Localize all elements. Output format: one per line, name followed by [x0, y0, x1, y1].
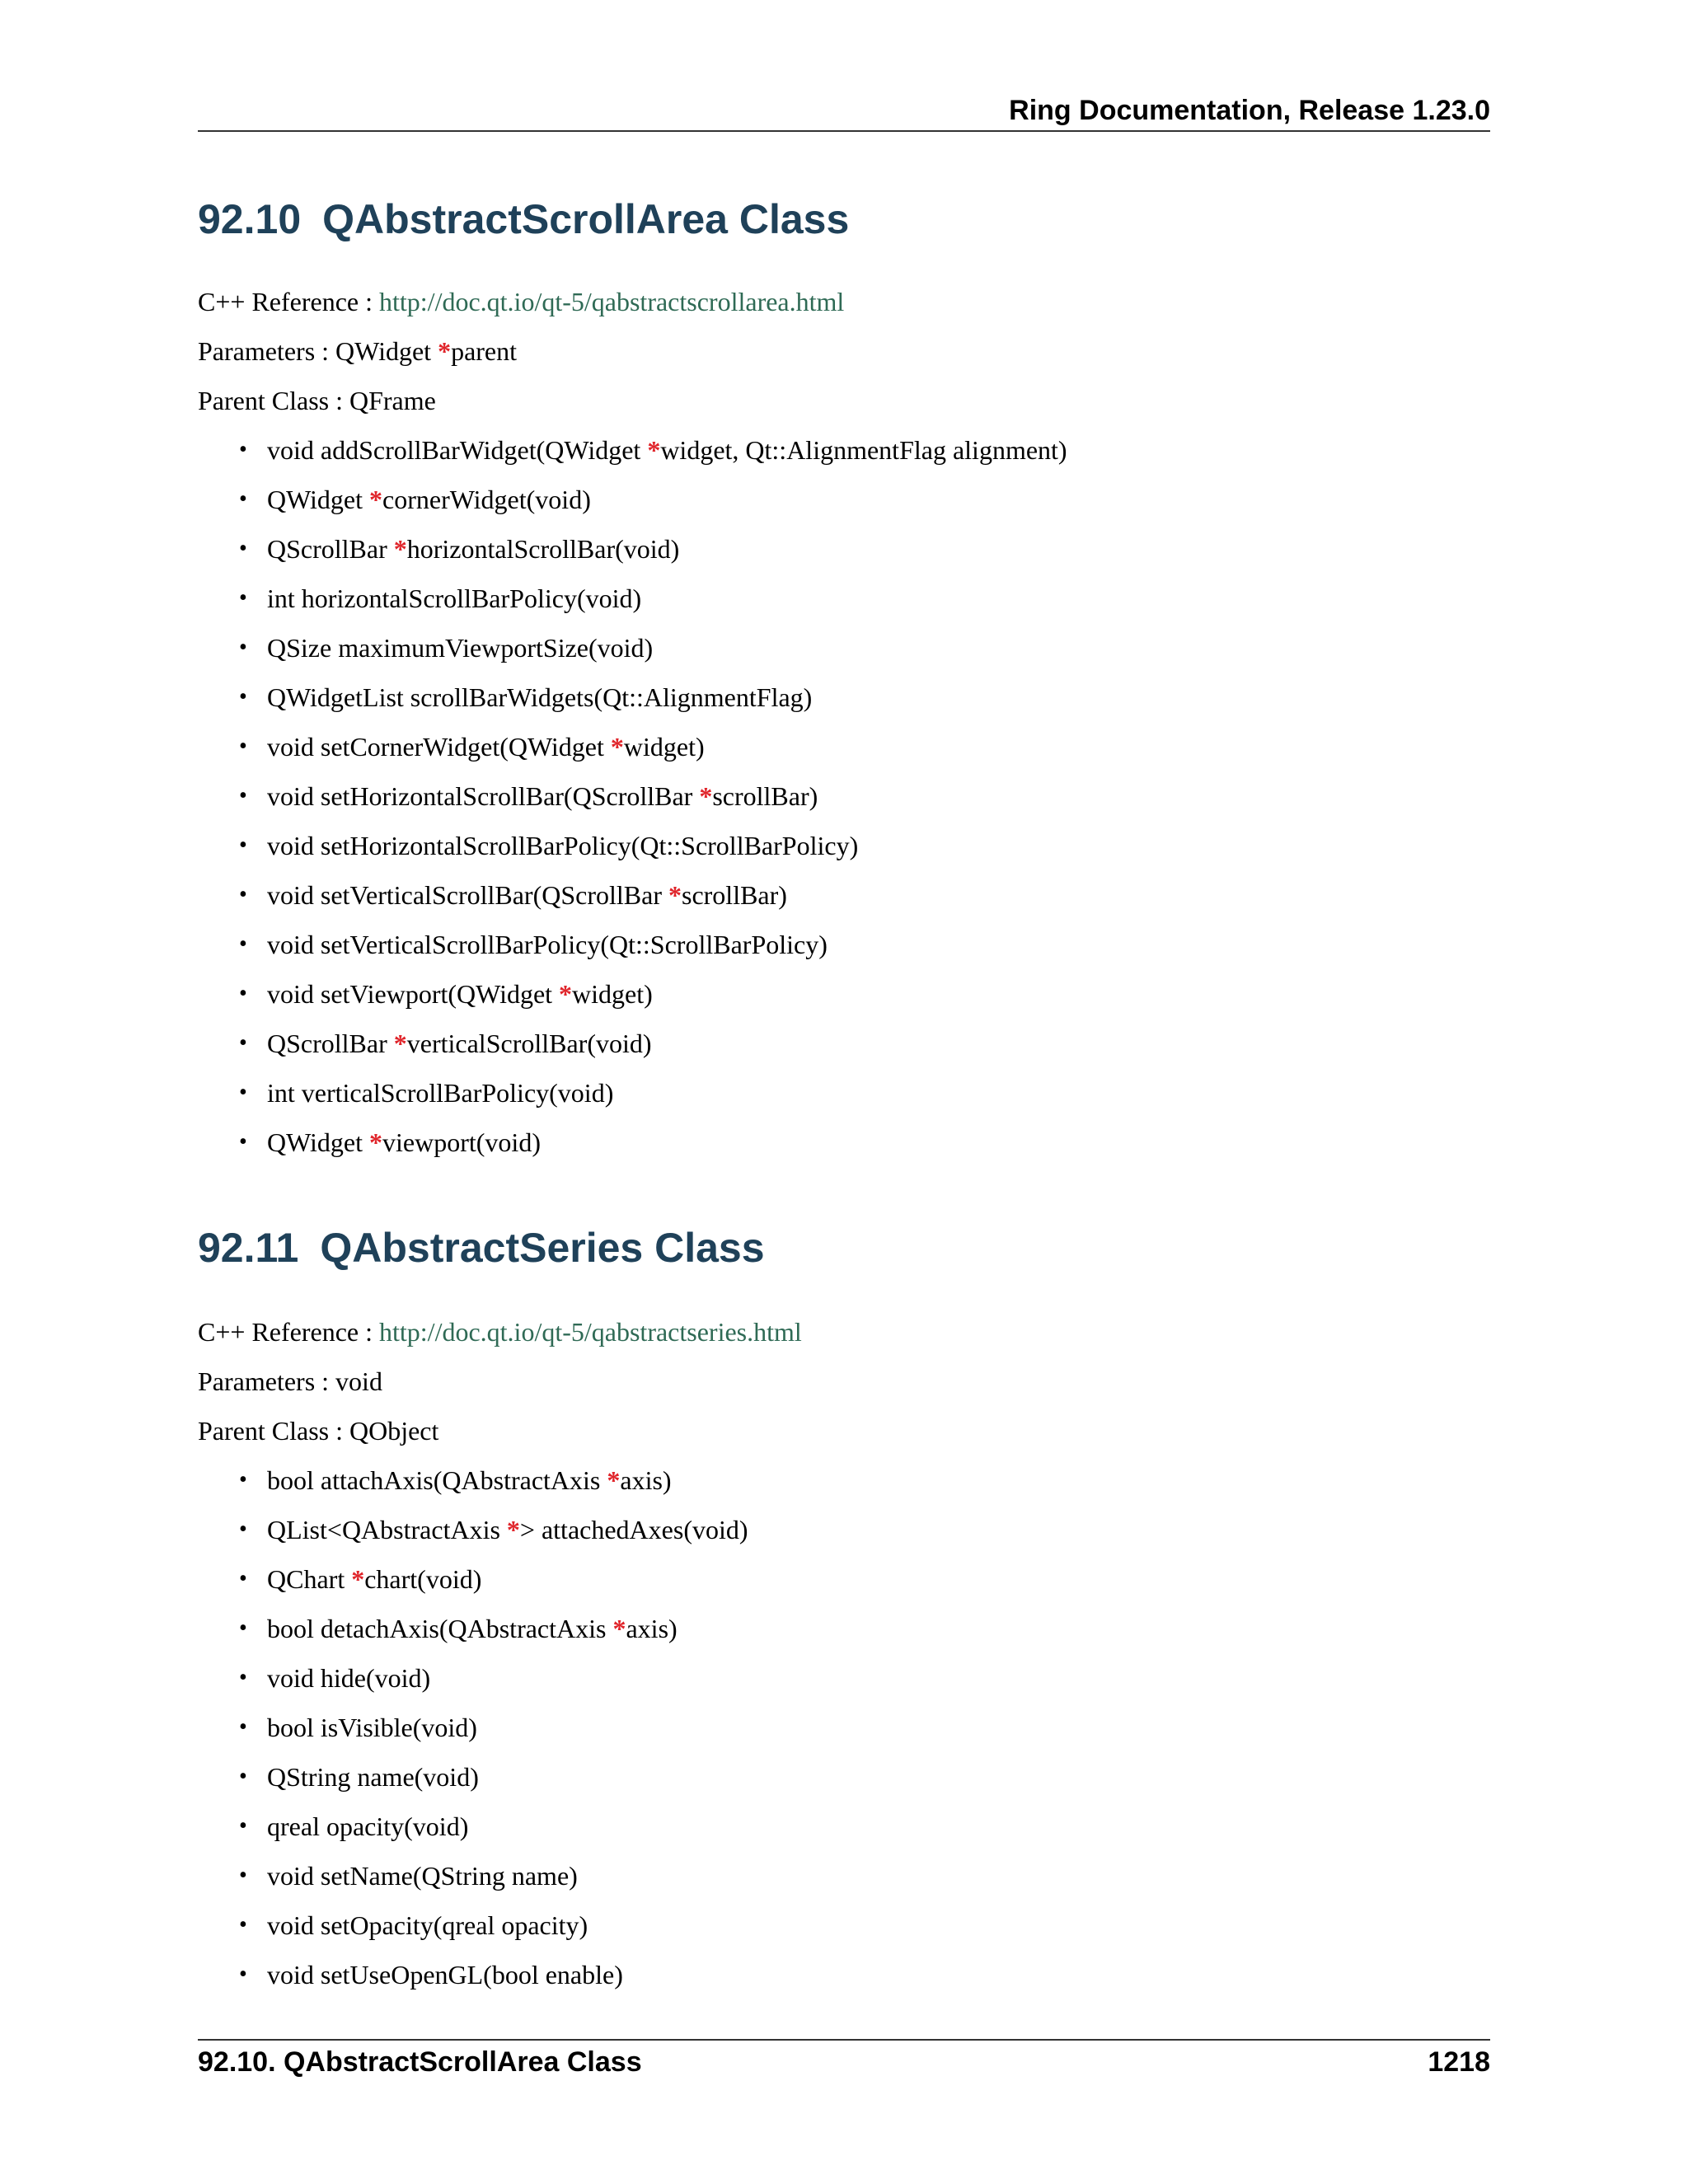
method-signature-part: void setCornerWidget(QWidget — [267, 732, 611, 762]
method-signature-part: QChart — [267, 1564, 352, 1594]
list-item — [198, 1126, 1067, 1175]
pointer-star: * — [369, 1127, 383, 1157]
document-page — [198, 0, 1490, 2184]
list-item — [198, 780, 1067, 829]
method-signature-part: horizontalScrollBar(void) — [406, 534, 680, 564]
bullet-icon: • — [239, 931, 247, 957]
section-title: QAbstractScrollArea Class — [322, 196, 850, 242]
footer-section-title: 92.10. QAbstractScrollArea Class — [198, 2046, 642, 2078]
method-signature-part: QString name(void) — [267, 1762, 479, 1792]
cpp-reference-link[interactable]: http://doc.qt.io/qt-5/qabstractscrollarea.html — [379, 287, 845, 316]
method-signature-part: void setHorizontalScrollBar(QScrollBar — [267, 781, 700, 811]
bullet-icon: • — [239, 733, 247, 759]
list-item — [198, 582, 1067, 631]
parameters-label: Parameters : — [198, 1366, 330, 1396]
bullet-icon: • — [239, 1912, 247, 1938]
list-item — [198, 681, 1067, 730]
list-item — [198, 1612, 748, 1661]
list-item — [198, 1563, 748, 1612]
section-number: 92.11 — [198, 1225, 299, 1271]
parent-class-line — [198, 384, 436, 417]
parent-class-line — [198, 1414, 438, 1447]
list-item — [198, 1027, 1067, 1076]
bullet-icon: • — [239, 536, 247, 561]
method-signature-part: widget) — [623, 732, 705, 762]
method-signature-part: scrollBar) — [681, 880, 787, 910]
parameters-value: QWidget *parent — [335, 336, 518, 366]
section-heading-qabstractscrollarea — [198, 194, 849, 244]
method-signature-part: bool detachAxis(QAbstractAxis — [267, 1614, 613, 1643]
list-item — [198, 1464, 748, 1513]
method-signature-part: QWidget — [267, 485, 370, 514]
list-item — [198, 1711, 748, 1760]
section-title: QAbstractSeries Class — [320, 1225, 765, 1271]
method-signature-part: bool isVisible(void) — [267, 1713, 477, 1742]
list-item — [198, 631, 1067, 681]
footer-divider — [198, 2039, 1490, 2041]
bullet-icon: • — [239, 1467, 247, 1493]
method-signature-part: widget) — [572, 979, 653, 1009]
list-item — [198, 1513, 748, 1563]
method-signature-part: void setViewport(QWidget — [267, 979, 560, 1009]
cpp-reference-label: C++ Reference : — [198, 1317, 373, 1347]
list-item — [198, 730, 1067, 780]
running-header: Ring Documentation, Release 1.23.0 — [1009, 95, 1490, 126]
pointer-star: * — [610, 732, 624, 762]
method-signature-part: QScrollBar — [267, 534, 394, 564]
list-item — [198, 1859, 748, 1909]
list-item — [198, 1909, 748, 1958]
method-signature-part: bool attachAxis(QAbstractAxis — [267, 1465, 607, 1495]
method-signature-part: void setHorizontalScrollBarPolicy(Qt::ScrollBarPolicy) — [267, 831, 859, 860]
section-number: 92.10 — [198, 196, 302, 242]
list-item — [198, 928, 1067, 977]
bullet-icon: • — [239, 1764, 247, 1789]
bullet-icon: • — [239, 1665, 247, 1690]
bullet-icon: • — [239, 486, 247, 512]
pointer-star: * — [393, 1029, 407, 1058]
method-signature-part: > attachedAxes(void) — [519, 1515, 748, 1544]
method-signature-part: void setVerticalScrollBarPolicy(Qt::ScrollBarPolicy) — [267, 930, 828, 959]
bullet-icon: • — [239, 585, 247, 611]
method-signature-part: cornerWidget(void) — [382, 485, 591, 514]
page-number: 1218 — [1428, 2046, 1490, 2078]
pointer-star: * — [351, 1564, 365, 1594]
list-item — [198, 532, 1067, 582]
method-list-qabstractscrollarea — [198, 434, 1067, 1175]
list-item — [198, 1076, 1067, 1126]
bullet-icon: • — [239, 1080, 247, 1105]
method-signature-part: viewport(void) — [382, 1127, 541, 1157]
bullet-icon: • — [239, 1129, 247, 1155]
pointer-star: * — [393, 534, 407, 564]
list-item — [198, 879, 1067, 928]
bullet-icon: • — [239, 1516, 247, 1542]
parameters-line — [198, 1365, 382, 1398]
bullet-icon: • — [239, 832, 247, 858]
bullet-icon: • — [239, 635, 247, 660]
section-heading-qabstractseries — [198, 1223, 765, 1272]
list-item — [198, 1810, 748, 1859]
bullet-icon: • — [239, 437, 247, 462]
parameters-value: void — [335, 1366, 382, 1396]
bullet-icon: • — [239, 1615, 247, 1641]
list-item — [198, 1958, 748, 2008]
parent-class-label: Parent Class : — [198, 386, 343, 415]
header-divider — [198, 130, 1490, 132]
cpp-reference-link[interactable]: http://doc.qt.io/qt-5/qabstractseries.html — [379, 1317, 802, 1347]
cpp-reference-line — [198, 1315, 802, 1348]
method-signature-part: int horizontalScrollBarPolicy(void) — [267, 583, 642, 613]
pointer-star: * — [647, 435, 661, 465]
method-signature-part: axis) — [620, 1465, 672, 1495]
method-signature-part: QWidget — [267, 1127, 370, 1157]
pointer-star: * — [668, 880, 682, 910]
method-signature-part: axis) — [626, 1614, 678, 1643]
parent-class-value: QFrame — [349, 386, 436, 415]
parent-class-label: Parent Class : — [198, 1416, 343, 1446]
bullet-icon: • — [239, 783, 247, 808]
bullet-icon: • — [239, 882, 247, 907]
list-item — [198, 434, 1067, 483]
method-signature-part: verticalScrollBar(void) — [406, 1029, 652, 1058]
list-item — [198, 1661, 748, 1711]
method-signature-part: qreal opacity(void) — [267, 1811, 469, 1841]
parameters-label: Parameters : — [198, 336, 330, 366]
method-signature-part: void setOpacity(qreal opacity) — [267, 1910, 588, 1940]
pointer-star: * — [612, 1614, 626, 1643]
method-signature-part: QWidgetList scrollBarWidgets(Qt::AlignmentFlag) — [267, 682, 813, 712]
method-signature-part: void setUseOpenGL(bool enable) — [267, 1960, 623, 1990]
method-signature-part: widget, Qt::AlignmentFlag alignment) — [660, 435, 1067, 465]
method-list-qabstractseries — [198, 1464, 748, 2008]
bullet-icon: • — [239, 1030, 247, 1056]
method-signature-part: void addScrollBarWidget(QWidget — [267, 435, 648, 465]
bullet-icon: • — [239, 684, 247, 710]
method-signature-part: QList<QAbstractAxis — [267, 1515, 507, 1544]
bullet-icon: • — [239, 1714, 247, 1740]
pointer-star: * — [506, 1515, 520, 1544]
list-item — [198, 977, 1067, 1027]
method-signature-part: QSize maximumViewportSize(void) — [267, 633, 654, 663]
method-signature-part: int verticalScrollBarPolicy(void) — [267, 1078, 614, 1108]
bullet-icon: • — [239, 1566, 247, 1591]
cpp-reference-line — [198, 285, 844, 318]
method-signature-part: void hide(void) — [267, 1663, 431, 1693]
parent-class-value: QObject — [349, 1416, 439, 1446]
method-signature-part: QScrollBar — [267, 1029, 394, 1058]
method-signature-part: void setVerticalScrollBar(QScrollBar — [267, 880, 668, 910]
bullet-icon: • — [239, 981, 247, 1006]
pointer-star: * — [607, 1465, 621, 1495]
cpp-reference-label: C++ Reference : — [198, 287, 373, 316]
list-item — [198, 829, 1067, 879]
list-item — [198, 483, 1067, 532]
pointer-star: * — [559, 979, 573, 1009]
pointer-star: * — [369, 485, 383, 514]
method-signature-part: chart(void) — [364, 1564, 482, 1594]
method-signature-part: void setName(QString name) — [267, 1861, 578, 1891]
pointer-star: * — [699, 781, 713, 811]
parameters-line — [198, 335, 517, 368]
bullet-icon: • — [239, 1961, 247, 1987]
list-item — [198, 1760, 748, 1810]
bullet-icon: • — [239, 1813, 247, 1839]
bullet-icon: • — [239, 1863, 247, 1888]
method-signature-part: scrollBar) — [712, 781, 818, 811]
